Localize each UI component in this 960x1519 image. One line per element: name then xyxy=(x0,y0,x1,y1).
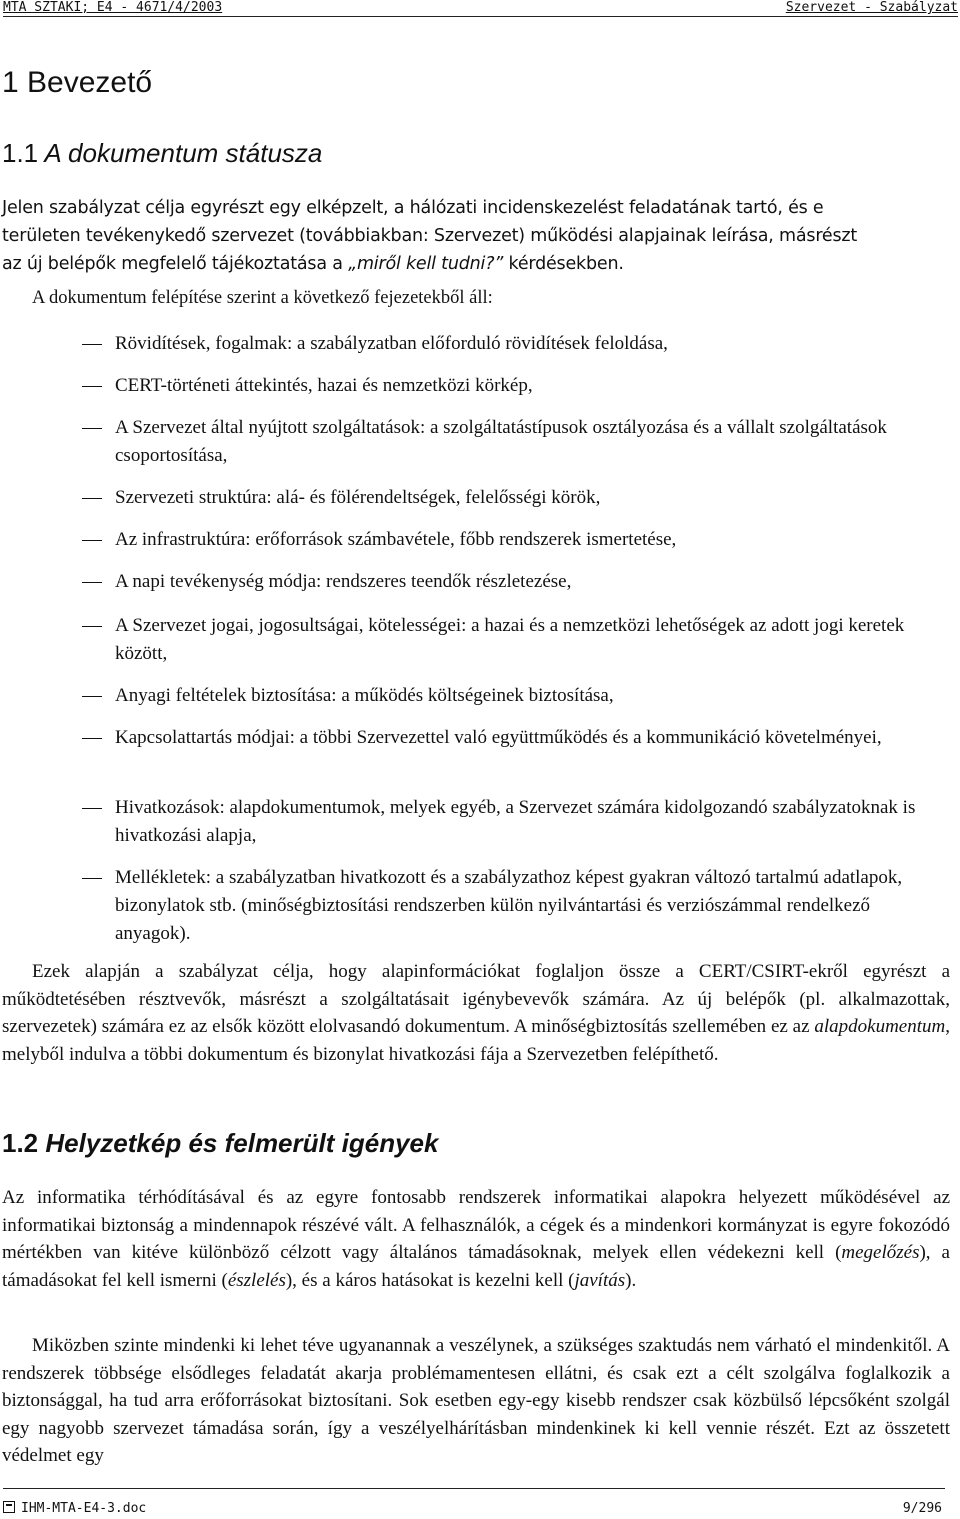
section-number: 1.2 xyxy=(2,1128,39,1158)
section-title-text: Helyzetkép és felmerült igények xyxy=(45,1128,439,1158)
dash-bullet xyxy=(82,696,102,697)
list-item-text: Szervezeti struktúra: alá- és fölérendeltségek, felelősségi körök, xyxy=(115,487,601,508)
list-item xyxy=(115,612,935,668)
dash-bullet xyxy=(82,386,102,387)
header-right: Szervezet - Szabályzat xyxy=(785,0,958,15)
para-text: ), a támadásokat fel kell ismerni ( xyxy=(2,1242,950,1291)
dash-bullet xyxy=(82,428,102,429)
para-text: Az informatika térhódításával és az egyre fontosabb rendszerek informatikai alapokra helyezett működésével az informatikai biztonság a mindennapok részévé vált. A felhasználók, a cégek és a mindenkori kormányzat is egyre fokozódó mértékben van kitéve különböző célzott vagy általános támadásoknak, melyek ellen védekezni kell ( xyxy=(2,1187,950,1263)
section-1-1-title xyxy=(2,138,322,169)
list-item xyxy=(115,414,935,470)
list-item xyxy=(115,682,935,710)
list-item-text: Mellékletek: a szabályzatban hivatkozott és a szabályzathoz képest gyakran változó tartalmú adatlapok, bizonylatok stb. (minőségbiztosítási rendszerben külön nyilvántartási és verziószámmal rendelkező anyagok). xyxy=(115,867,903,944)
list-item-text: A Szervezet jogai, jogosultságai, kötelességei: a hazai és a nemzetközi lehetőségek az adott jogi keretek között, xyxy=(115,615,905,664)
list-item xyxy=(115,484,935,512)
page-footer xyxy=(0,1484,960,1514)
list-item-text: Anyagi feltételek biztosítása: a működés költségeinek biztosítása, xyxy=(115,685,614,706)
page-header xyxy=(0,0,960,18)
header-rule xyxy=(3,16,958,17)
list-item-text: Az infrastruktúra: erőforrások számbavétele, főbb rendszerek ismertetése, xyxy=(115,529,677,550)
intro-paragraph xyxy=(2,194,950,278)
intro-line: az új belépők megfelelő tájékoztatása a xyxy=(2,254,349,274)
section-title-text: A dokumentum státusza xyxy=(44,138,323,168)
summary-text: Ezek alapján a szabályzat célja, hogy alapinformációkat foglaljon össze a CERT/CSIRT-ekről egyrészt a működtetésében résztvevők, másrészt a szolgáltatásait igénybevevők számára. Az új belépők (pl. alkalmazottak, szervezetek) számára ez az elsők között elolvasandó dokumentum. A minőségbiztosítás szellemében ez az xyxy=(2,961,950,1037)
intro-question: „miről kell tudni?” xyxy=(348,254,504,274)
summary-emphasis: alapdokumentum xyxy=(814,1016,946,1037)
dash-bullet xyxy=(82,582,102,583)
list-item-text: Hivatkozások: alapdokumentumok, melyek egyéb, a Szervezet számára kidolgozandó szabályzatoknak is hivatkozási alapja, xyxy=(115,797,916,846)
chapter-title: 1 Bevezető xyxy=(2,66,153,99)
header-left: MTA SZTAKI; E4 - 4671/4/2003 xyxy=(3,0,223,15)
dash-bullet xyxy=(82,878,102,879)
list-item xyxy=(115,330,935,358)
list-item-text: CERT-történeti áttekintés, hazai és nemzetközi körkép, xyxy=(115,375,533,396)
situation-paragraph xyxy=(2,1184,950,1294)
intro-line: területen tevékenykedő szervezet (továbbiakban: Szervezet) működési alapjainak leírása, másrészt xyxy=(2,226,858,246)
document-icon xyxy=(3,1501,15,1513)
dash-bullet xyxy=(82,808,102,809)
summary-text: , melyből indulva a többi dokumentum és bizonylat hivatkozási fája a Szervezetben felépíthető. xyxy=(2,1016,950,1065)
summary-paragraph xyxy=(2,958,950,1068)
footer-file-text: IHM-MTA-E4-3.doc xyxy=(21,1501,147,1516)
list-item xyxy=(115,794,935,850)
intro-line: Jelen szabályzat célja egyrészt egy elképzelt, a hálózati incidenskezelést feladatának tartó, és e xyxy=(2,198,824,218)
intro-line: kérdésekben. xyxy=(503,254,624,274)
list-item-text: Kapcsolattartás módjai: a többi Szervezettel való együttműködés és a kommunikáció követelményei, xyxy=(115,727,882,748)
footer-rule xyxy=(3,1488,945,1489)
footer-page-number: 9/296 xyxy=(902,1501,942,1516)
section-1-2-title xyxy=(2,1128,438,1159)
list-item-text: A napi tevékenység módja: rendszeres teendők részletezése, xyxy=(115,571,572,592)
list-item xyxy=(115,526,935,554)
section-number: 1.1 xyxy=(2,138,39,168)
structure-intro: A dokumentum felépítése szerint a következő fejezetekből áll: xyxy=(32,288,493,308)
list-item xyxy=(115,568,935,596)
para-emphasis: megelőzés xyxy=(841,1242,920,1263)
dash-bullet xyxy=(82,626,102,627)
list-item xyxy=(115,372,935,400)
footer-filename xyxy=(3,1501,146,1516)
list-item xyxy=(115,864,935,948)
dash-bullet xyxy=(82,344,102,345)
list-item-text: Rövidítések, fogalmak: a szabályzatban előforduló rövidítések feloldása, xyxy=(115,333,668,354)
dash-bullet xyxy=(82,498,102,499)
para-emphasis: észlelés xyxy=(227,1269,286,1291)
dash-bullet xyxy=(82,738,102,739)
para-text: ), és a káros hatásokat is kezelni kell ( xyxy=(285,1269,575,1291)
list-item xyxy=(115,724,935,752)
para-text: ). xyxy=(625,1269,637,1291)
defense-paragraph: Miközben szinte mindenki ki lehet téve ugyanannak a veszélynek, a szükséges szaktudás nem várható el mindenkitől. A rendszerek többsége elsődleges feladatát akarja problémamentesen ellátni, és csak ezt a célt szolgálva foglalkozik a biztonsággal, ha tud arra erőforrásokat biztosítani. Sok esetben egy-egy kisebb rendszer csak közbülső lépcsőként szolgál egy nagyobb szervezet támadása során, így a veszélyelhárításban mindenkinek ki kell vennie részét. Ezt az összetett védelmet egy xyxy=(2,1335,950,1466)
dash-bullet xyxy=(82,540,102,541)
list-item-text: A Szervezet által nyújtott szolgáltatások: a szolgáltatástípusok osztályozása és a vállalt szolgáltatások csoportosítása, xyxy=(115,417,887,466)
para-emphasis: javítás xyxy=(574,1269,626,1291)
